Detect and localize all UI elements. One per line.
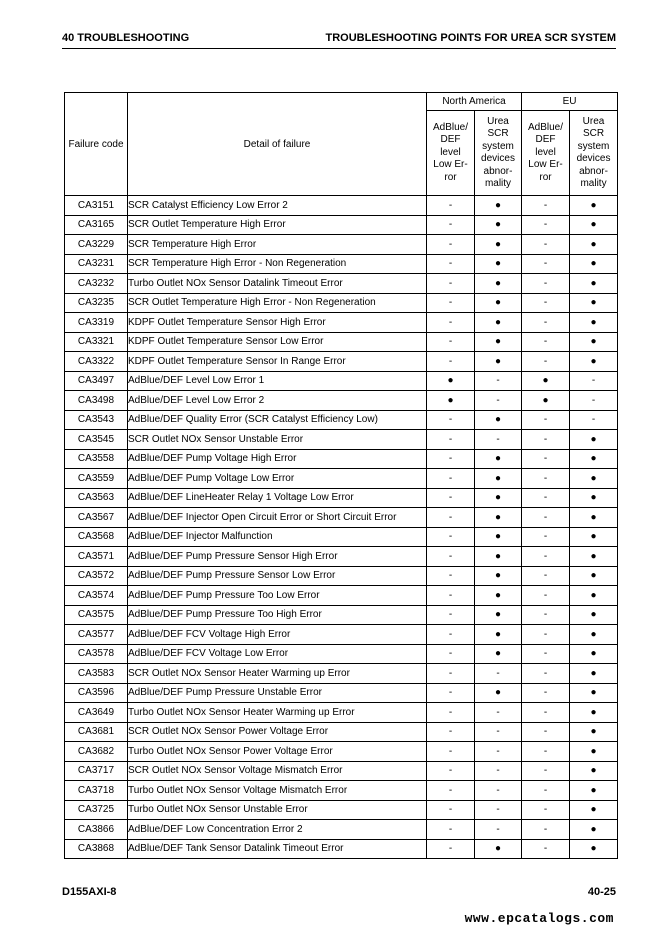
eu-level-error-mark: -	[522, 839, 570, 859]
na-system-abnormality-mark: ●	[475, 625, 522, 645]
eu-system-abnormality-mark: ●	[570, 293, 618, 313]
na-level-error-mark: -	[427, 274, 475, 294]
na-system-abnormality-mark: ●	[475, 274, 522, 294]
table-row	[65, 508, 618, 528]
failure-detail-cell: SCR Outlet NOx Sensor Power Voltage Error	[128, 722, 427, 742]
eu-system-abnormality-mark: ●	[570, 722, 618, 742]
failure-code-cell: CA3725	[65, 800, 128, 820]
na-system-abnormality-mark: ●	[475, 508, 522, 528]
failure-code-cell: CA3558	[65, 449, 128, 469]
eu-level-error-mark: -	[522, 430, 570, 450]
eu-system-abnormality-mark: ●	[570, 644, 618, 664]
failure-detail-cell: AdBlue/DEF FCV Voltage High Error	[128, 625, 427, 645]
eu-level-error-mark: -	[522, 332, 570, 352]
detail-of-failure-header: Detail of failure	[128, 93, 427, 196]
na-system-abnormality-mark: ●	[475, 586, 522, 606]
na-system-abnormality-header: Urea SCR system devices abnor- mality	[475, 111, 522, 196]
region-eu-header: EU	[522, 93, 618, 111]
eu-system-abnormality-mark: ●	[570, 313, 618, 333]
na-level-error-mark: -	[427, 547, 475, 567]
na-level-error-mark: -	[427, 722, 475, 742]
failure-code-cell: CA3498	[65, 391, 128, 411]
failure-detail-cell: AdBlue/DEF Pump Pressure Too Low Error	[128, 586, 427, 606]
eu-level-error-mark: -	[522, 352, 570, 372]
failure-detail-cell: Turbo Outlet NOx Sensor Unstable Error	[128, 800, 427, 820]
eu-system-abnormality-mark: ●	[570, 274, 618, 294]
table-row	[65, 274, 618, 294]
eu-level-error-header: AdBlue/ DEF level Low Er- ror	[522, 111, 570, 196]
na-level-error-mark: -	[427, 449, 475, 469]
failure-code-cell: CA3559	[65, 469, 128, 489]
eu-level-error-mark: -	[522, 508, 570, 528]
eu-level-error-mark: ●	[522, 371, 570, 391]
page-number: 40-25	[587, 886, 616, 898]
failure-detail-cell: AdBlue/DEF Pump Voltage High Error	[128, 449, 427, 469]
na-level-error-mark: -	[427, 839, 475, 859]
eu-system-abnormality-mark: ●	[570, 742, 618, 762]
failure-code-cell: CA3868	[65, 839, 128, 859]
eu-level-error-mark: -	[522, 254, 570, 274]
na-level-error-mark: -	[427, 508, 475, 528]
na-system-abnormality-mark: ●	[475, 839, 522, 859]
eu-level-error-mark: -	[522, 313, 570, 333]
na-system-abnormality-mark: -	[475, 664, 522, 684]
na-level-error-mark: -	[427, 215, 475, 235]
eu-system-abnormality-mark: ●	[570, 508, 618, 528]
failure-code-header: Failure code	[65, 93, 128, 196]
table-row	[65, 410, 618, 430]
table-row	[65, 722, 618, 742]
table-row	[65, 391, 618, 411]
failure-detail-cell: KDPF Outlet Temperature Sensor In Range Error	[128, 352, 427, 372]
table-row	[65, 664, 618, 684]
failure-detail-cell: SCR Catalyst Efficiency Low Error 2	[128, 196, 427, 216]
na-level-error-mark: -	[427, 235, 475, 255]
table-row	[65, 566, 618, 586]
eu-level-error-mark: -	[522, 293, 570, 313]
failure-detail-cell: AdBlue/DEF Tank Sensor Datalink Timeout Error	[128, 839, 427, 859]
na-system-abnormality-mark: ●	[475, 215, 522, 235]
failure-detail-cell: AdBlue/DEF Pump Pressure Sensor High Error	[128, 547, 427, 567]
section-title: 40 TROUBLESHOOTING	[62, 32, 190, 44]
failure-code-cell: CA3574	[65, 586, 128, 606]
table-row	[65, 254, 618, 274]
na-level-error-mark: -	[427, 293, 475, 313]
na-level-error-mark: -	[427, 586, 475, 606]
table-row	[65, 293, 618, 313]
failure-detail-cell: AdBlue/DEF Quality Error (SCR Catalyst Efficiency Low)	[128, 410, 427, 430]
na-system-abnormality-mark: -	[475, 761, 522, 781]
failure-detail-cell: Turbo Outlet NOx Sensor Heater Warming up Error	[128, 703, 427, 723]
table-row	[65, 196, 618, 216]
eu-system-abnormality-mark: -	[570, 410, 618, 430]
na-system-abnormality-mark: ●	[475, 313, 522, 333]
failure-code-cell: CA3571	[65, 547, 128, 567]
eu-level-error-mark: -	[522, 196, 570, 216]
failure-code-cell: CA3866	[65, 820, 128, 840]
eu-level-error-mark: -	[522, 800, 570, 820]
failure-detail-cell: AdBlue/DEF Level Low Error 1	[128, 371, 427, 391]
na-system-abnormality-mark: -	[475, 820, 522, 840]
failure-code-cell: CA3229	[65, 235, 128, 255]
na-level-error-mark: ●	[427, 371, 475, 391]
failure-code-cell: CA3681	[65, 722, 128, 742]
na-system-abnormality-mark: -	[475, 781, 522, 801]
na-level-error-mark: -	[427, 644, 475, 664]
eu-level-error-mark: -	[522, 820, 570, 840]
na-level-error-mark: -	[427, 430, 475, 450]
na-system-abnormality-mark: ●	[475, 254, 522, 274]
eu-level-error-mark: -	[522, 781, 570, 801]
na-system-abnormality-mark: -	[475, 703, 522, 723]
na-level-error-mark: -	[427, 742, 475, 762]
na-level-error-mark: -	[427, 800, 475, 820]
failure-detail-cell: SCR Temperature High Error - Non Regeneration	[128, 254, 427, 274]
na-level-error-mark: -	[427, 625, 475, 645]
na-system-abnormality-mark: ●	[475, 293, 522, 313]
table-row	[65, 742, 618, 762]
failure-detail-cell: SCR Outlet NOx Sensor Heater Warming up Error	[128, 664, 427, 684]
failure-code-cell: CA3717	[65, 761, 128, 781]
table-row	[65, 586, 618, 606]
eu-level-error-mark: -	[522, 566, 570, 586]
na-system-abnormality-mark: ●	[475, 449, 522, 469]
eu-system-abnormality-mark: ●	[570, 352, 618, 372]
na-level-error-mark: -	[427, 566, 475, 586]
watermark: www.epcatalogs.com	[464, 911, 614, 926]
failure-detail-cell: AdBlue/DEF FCV Voltage Low Error	[128, 644, 427, 664]
table-row	[65, 235, 618, 255]
table-row	[65, 215, 618, 235]
na-level-error-mark: -	[427, 605, 475, 625]
table-row	[65, 313, 618, 333]
eu-level-error-mark: -	[522, 664, 570, 684]
failure-detail-cell: KDPF Outlet Temperature Sensor High Error	[128, 313, 427, 333]
eu-system-abnormality-mark: ●	[570, 664, 618, 684]
eu-system-abnormality-mark: ●	[570, 566, 618, 586]
table-row	[65, 839, 618, 859]
na-system-abnormality-mark: -	[475, 371, 522, 391]
failure-code-cell: CA3577	[65, 625, 128, 645]
failure-detail-cell: AdBlue/DEF Pump Pressure Unstable Error	[128, 683, 427, 703]
failure-code-cell: CA3543	[65, 410, 128, 430]
failure-code-cell: CA3151	[65, 196, 128, 216]
eu-system-abnormality-mark: -	[570, 371, 618, 391]
failure-detail-cell: AdBlue/DEF Low Concentration Error 2	[128, 820, 427, 840]
eu-system-abnormality-mark: -	[570, 391, 618, 411]
failure-detail-cell: SCR Outlet Temperature High Error - Non Regeneration	[128, 293, 427, 313]
eu-level-error-mark: -	[522, 703, 570, 723]
failure-code-cell: CA3575	[65, 605, 128, 625]
eu-system-abnormality-mark: ●	[570, 781, 618, 801]
failure-detail-cell: AdBlue/DEF Injector Open Circuit Error or Short Circuit Error	[128, 508, 427, 528]
na-level-error-mark: -	[427, 664, 475, 684]
eu-system-abnormality-mark: ●	[570, 430, 618, 450]
na-level-error-mark: -	[427, 683, 475, 703]
eu-level-error-mark: -	[522, 449, 570, 469]
eu-system-abnormality-mark: ●	[570, 761, 618, 781]
failure-code-cell: CA3319	[65, 313, 128, 333]
na-system-abnormality-mark: -	[475, 742, 522, 762]
failure-code-cell: CA3572	[65, 566, 128, 586]
failure-code-cell: CA3578	[65, 644, 128, 664]
na-level-error-mark: -	[427, 196, 475, 216]
table-row	[65, 625, 618, 645]
failure-code-cell: CA3545	[65, 430, 128, 450]
failure-rows	[65, 196, 618, 859]
table-row	[65, 547, 618, 567]
eu-system-abnormality-mark: ●	[570, 196, 618, 216]
table-row	[65, 488, 618, 508]
eu-level-error-mark: -	[522, 605, 570, 625]
table-row	[65, 820, 618, 840]
table-row	[65, 703, 618, 723]
na-level-error-mark: -	[427, 527, 475, 547]
failure-detail-cell: AdBlue/DEF Pump Voltage Low Error	[128, 469, 427, 489]
eu-level-error-mark: -	[522, 683, 570, 703]
na-system-abnormality-mark: ●	[475, 644, 522, 664]
failure-code-cell: CA3322	[65, 352, 128, 372]
eu-level-error-mark: -	[522, 625, 570, 645]
na-level-error-mark: -	[427, 469, 475, 489]
failure-code-cell: CA3563	[65, 488, 128, 508]
eu-system-abnormality-mark: ●	[570, 586, 618, 606]
eu-level-error-mark: -	[522, 644, 570, 664]
na-level-error-header: AdBlue/ DEF level Low Er- ror	[427, 111, 475, 196]
table-row	[65, 644, 618, 664]
failure-detail-cell: SCR Outlet NOx Sensor Voltage Mismatch Error	[128, 761, 427, 781]
header-divider	[62, 48, 616, 49]
region-north-america-header: North America	[427, 93, 522, 111]
na-level-error-mark: -	[427, 488, 475, 508]
failure-detail-cell: AdBlue/DEF LineHeater Relay 1 Voltage Low Error	[128, 488, 427, 508]
na-level-error-mark: -	[427, 254, 475, 274]
eu-level-error-mark: -	[522, 742, 570, 762]
failure-code-cell: CA3232	[65, 274, 128, 294]
na-level-error-mark: -	[427, 352, 475, 372]
eu-level-error-mark: -	[522, 722, 570, 742]
na-system-abnormality-mark: ●	[475, 332, 522, 352]
na-system-abnormality-mark: ●	[475, 352, 522, 372]
eu-system-abnormality-mark: ●	[570, 254, 618, 274]
na-system-abnormality-mark: ●	[475, 547, 522, 567]
eu-system-abnormality-mark: ●	[570, 488, 618, 508]
failure-detail-cell: Turbo Outlet NOx Sensor Power Voltage Error	[128, 742, 427, 762]
na-system-abnormality-mark: ●	[475, 527, 522, 547]
failure-detail-cell: SCR Temperature High Error	[128, 235, 427, 255]
failure-code-cell: CA3165	[65, 215, 128, 235]
na-system-abnormality-mark: ●	[475, 488, 522, 508]
na-system-abnormality-mark: ●	[475, 235, 522, 255]
table-row	[65, 781, 618, 801]
eu-system-abnormality-mark: ●	[570, 527, 618, 547]
eu-system-abnormality-mark: ●	[570, 547, 618, 567]
na-level-error-mark: -	[427, 703, 475, 723]
failure-code-cell: CA3567	[65, 508, 128, 528]
failure-code-cell: CA3596	[65, 683, 128, 703]
eu-system-abnormality-mark: ●	[570, 215, 618, 235]
troubleshooting-table	[64, 92, 618, 859]
eu-level-error-mark: -	[522, 527, 570, 547]
eu-level-error-mark: -	[522, 469, 570, 489]
na-system-abnormality-mark: ●	[475, 566, 522, 586]
failure-detail-cell: AdBlue/DEF Pump Pressure Too High Error	[128, 605, 427, 625]
table-row	[65, 430, 618, 450]
table-row	[65, 683, 618, 703]
eu-system-abnormality-mark: ●	[570, 625, 618, 645]
eu-level-error-mark: -	[522, 215, 570, 235]
failure-code-cell: CA3321	[65, 332, 128, 352]
na-system-abnormality-mark: -	[475, 722, 522, 742]
table-row	[65, 761, 618, 781]
eu-system-abnormality-mark: ●	[570, 683, 618, 703]
model-number: D155AXI-8	[62, 886, 117, 898]
table-row	[65, 352, 618, 372]
eu-system-abnormality-mark: ●	[570, 449, 618, 469]
na-level-error-mark: -	[427, 332, 475, 352]
eu-system-abnormality-mark: ●	[570, 235, 618, 255]
eu-level-error-mark: -	[522, 410, 570, 430]
failure-detail-cell: KDPF Outlet Temperature Sensor Low Error	[128, 332, 427, 352]
failure-detail-cell: SCR Outlet NOx Sensor Unstable Error	[128, 430, 427, 450]
eu-system-abnormality-mark: ●	[570, 820, 618, 840]
na-system-abnormality-mark: -	[475, 430, 522, 450]
na-system-abnormality-mark: ●	[475, 683, 522, 703]
na-level-error-mark: -	[427, 313, 475, 333]
na-level-error-mark: -	[427, 761, 475, 781]
na-system-abnormality-mark: ●	[475, 605, 522, 625]
table-row	[65, 449, 618, 469]
failure-detail-cell: Turbo Outlet NOx Sensor Voltage Mismatch Error	[128, 781, 427, 801]
failure-detail-cell: AdBlue/DEF Level Low Error 2	[128, 391, 427, 411]
failure-code-cell: CA3568	[65, 527, 128, 547]
na-level-error-mark: -	[427, 410, 475, 430]
table-row	[65, 332, 618, 352]
eu-level-error-mark: -	[522, 761, 570, 781]
eu-level-error-mark: -	[522, 488, 570, 508]
table-row	[65, 469, 618, 489]
na-level-error-mark: -	[427, 781, 475, 801]
table-row	[65, 605, 618, 625]
eu-system-abnormality-mark: ●	[570, 469, 618, 489]
eu-system-abnormality-header: Urea SCR system devices abnor- mality	[570, 111, 618, 196]
failure-code-cell: CA3682	[65, 742, 128, 762]
eu-system-abnormality-mark: ●	[570, 839, 618, 859]
failure-code-cell: CA3235	[65, 293, 128, 313]
eu-level-error-mark: -	[522, 586, 570, 606]
eu-system-abnormality-mark: ●	[570, 800, 618, 820]
failure-detail-cell: AdBlue/DEF Pump Pressure Sensor Low Error	[128, 566, 427, 586]
eu-system-abnormality-mark: ●	[570, 332, 618, 352]
failure-code-cell: CA3497	[65, 371, 128, 391]
failure-code-cell: CA3583	[65, 664, 128, 684]
eu-system-abnormality-mark: ●	[570, 703, 618, 723]
failure-detail-cell: AdBlue/DEF Injector Malfunction	[128, 527, 427, 547]
eu-level-error-mark: -	[522, 235, 570, 255]
na-level-error-mark: ●	[427, 391, 475, 411]
failure-detail-cell: SCR Outlet Temperature High Error	[128, 215, 427, 235]
na-system-abnormality-mark: -	[475, 800, 522, 820]
na-level-error-mark: -	[427, 820, 475, 840]
eu-system-abnormality-mark: ●	[570, 605, 618, 625]
na-system-abnormality-mark: ●	[475, 469, 522, 489]
table-row	[65, 527, 618, 547]
eu-level-error-mark: -	[522, 547, 570, 567]
failure-code-cell: CA3231	[65, 254, 128, 274]
page-heading: TROUBLESHOOTING POINTS FOR UREA SCR SYSTEM	[325, 32, 616, 44]
na-system-abnormality-mark: ●	[475, 196, 522, 216]
failure-code-cell: CA3718	[65, 781, 128, 801]
na-system-abnormality-mark: ●	[475, 410, 522, 430]
eu-level-error-mark: ●	[522, 391, 570, 411]
na-system-abnormality-mark: -	[475, 391, 522, 411]
table-row	[65, 371, 618, 391]
eu-level-error-mark: -	[522, 274, 570, 294]
failure-code-cell: CA3649	[65, 703, 128, 723]
failure-detail-cell: Turbo Outlet NOx Sensor Datalink Timeout Error	[128, 274, 427, 294]
table-row	[65, 800, 618, 820]
